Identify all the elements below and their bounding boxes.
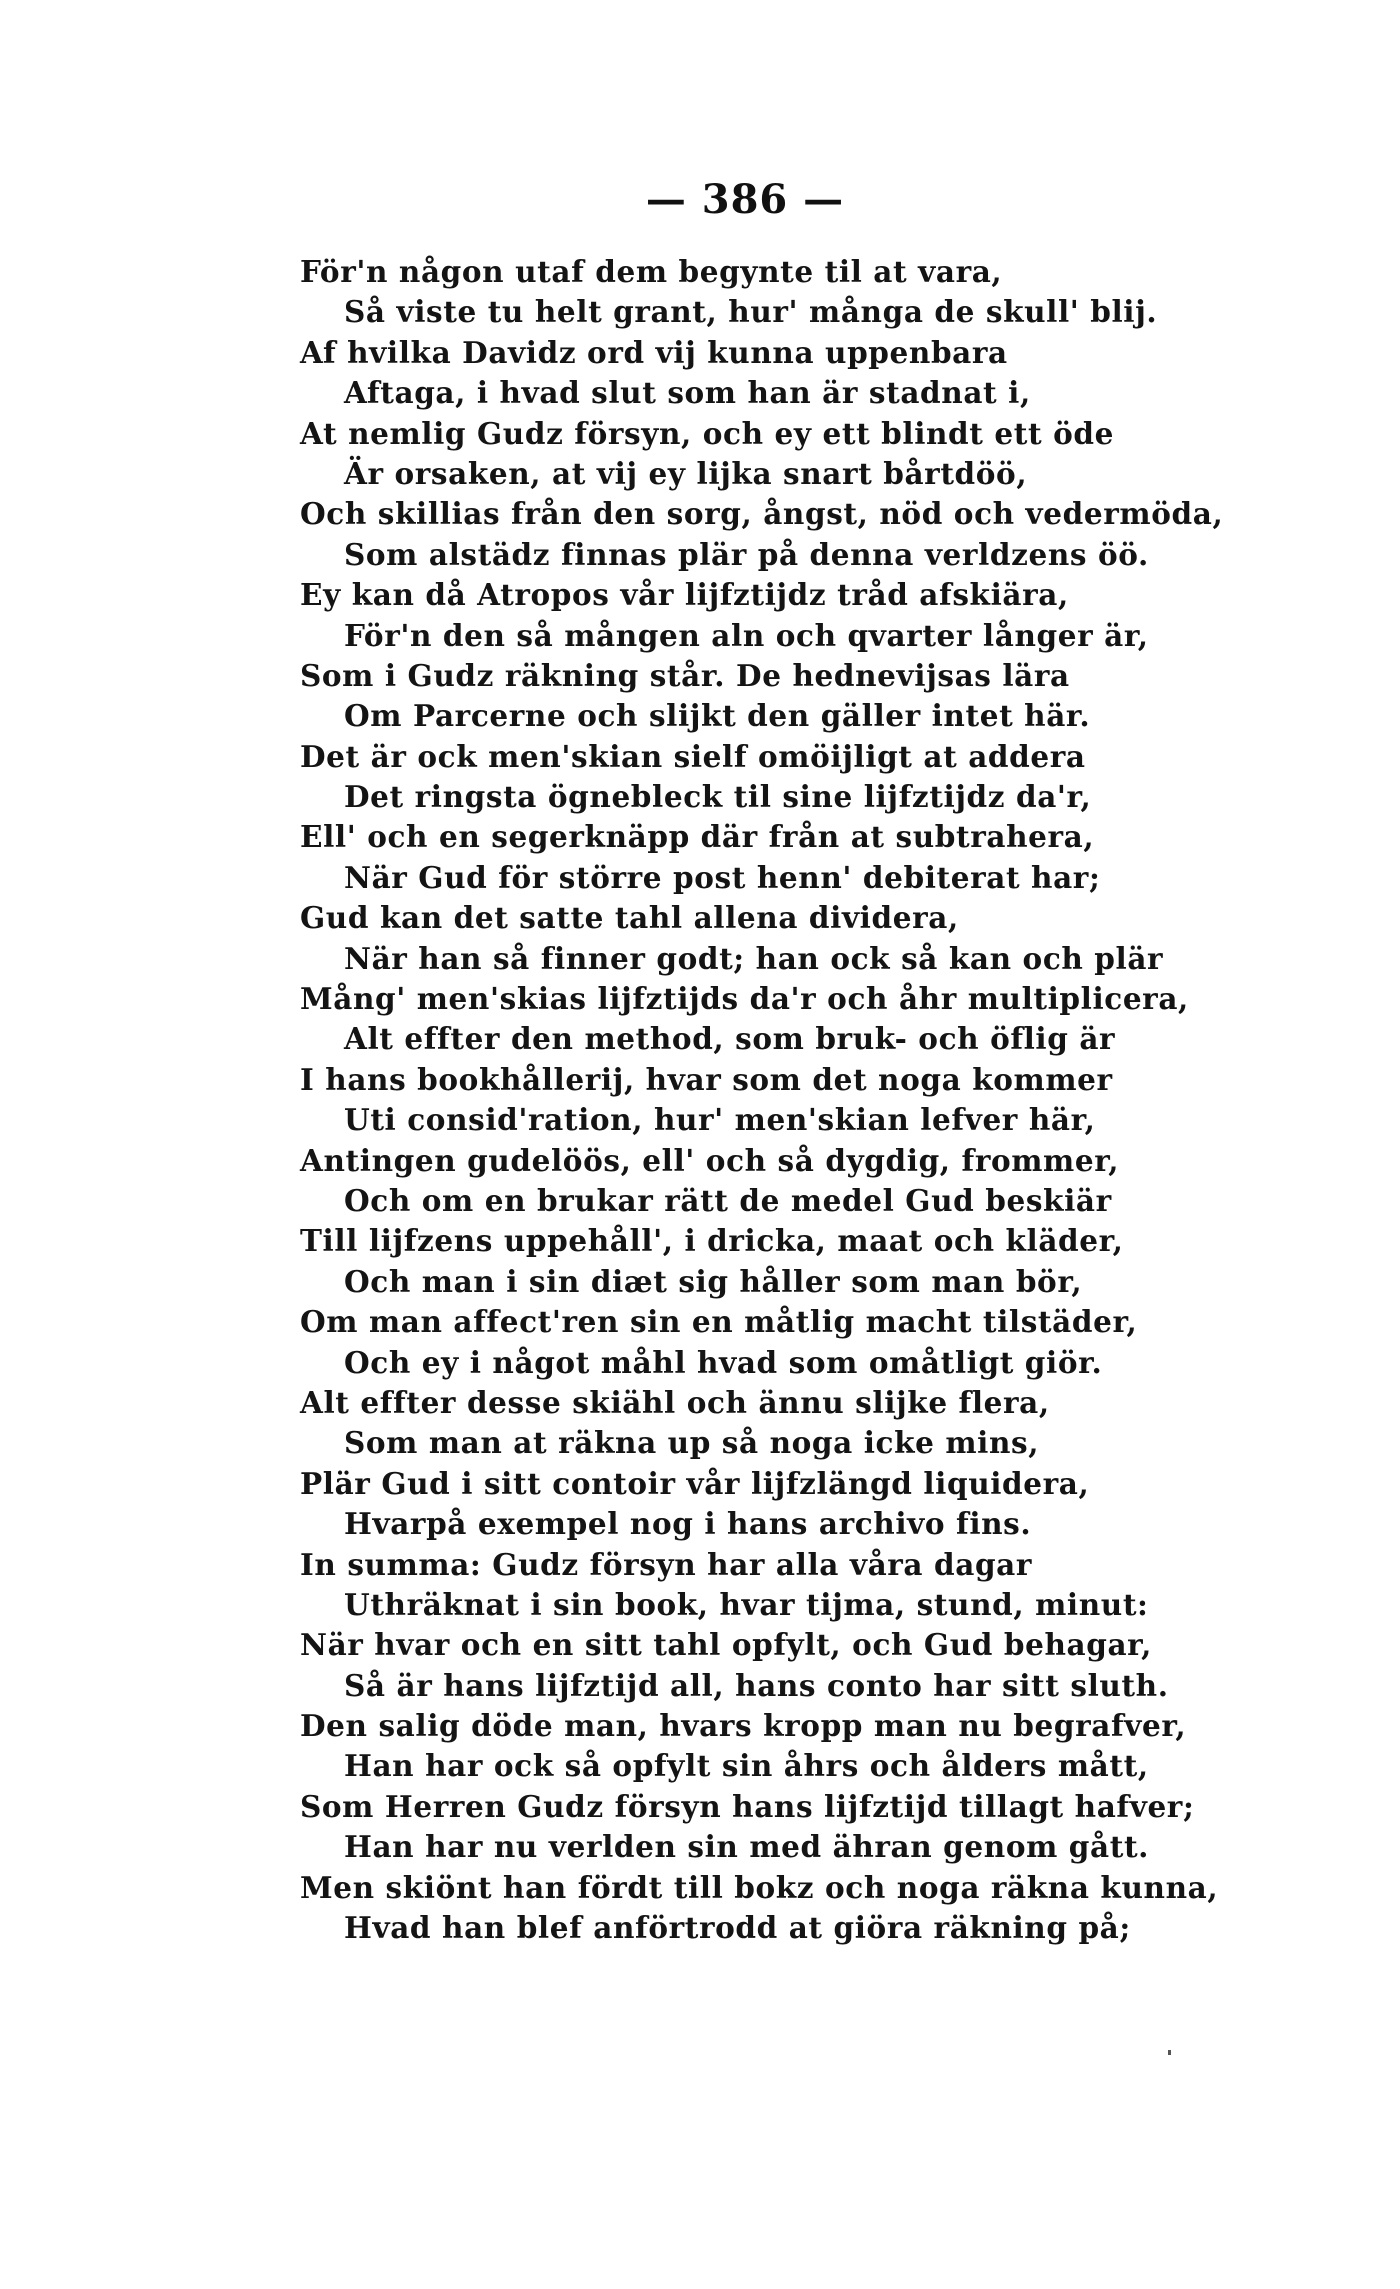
poem-line: Gud kan det satte tahl allena dividera,	[300, 900, 959, 936]
poem-line: Mång' men'skias lijfztijds da'r och åhr multiplicera,	[300, 981, 1189, 1017]
poem-line: När hvar och en sitt tahl opfylt, och Gud behagar,	[300, 1627, 1153, 1663]
poem-line: Hvarpå exempel nog i hans archivo fins.	[344, 1506, 1032, 1542]
poem-line: Och skillias från den sorg, ångst, nöd och vedermöda,	[300, 496, 1224, 532]
poem-line: Så är hans lijfztijd all, hans conto har sitt sluth.	[344, 1667, 1169, 1703]
poem-line: Aftaga, i hvad slut som han är stadnat i,	[344, 375, 1031, 411]
poem-line: Den salig döde man, hvars kropp man nu begrafver,	[300, 1708, 1187, 1744]
poem-line: Ell' och en segerknäpp där från at subtrahera,	[300, 819, 1095, 855]
poem-text	[300, 252, 1310, 1948]
poem-line: Af hvilka Davidz ord vij kunna uppenbara	[300, 334, 1008, 370]
poem-line: Så viste tu helt grant, hur' många de skull' blij.	[344, 294, 1158, 330]
poem-line: Plär Gud i sitt contoir vår lijfzlängd liquidera,	[300, 1465, 1090, 1501]
poem-line: Som Herren Gudz försyn hans lijfztijd tillagt hafver;	[300, 1788, 1195, 1824]
poem-line: Han har ock så opfylt sin åhrs och ålders mått,	[344, 1748, 1149, 1784]
poem-line: För'n någon utaf dem begynte til at vara,	[300, 254, 1003, 289]
poem-line: Om man affect'ren sin en måtlig macht tilstäder,	[300, 1304, 1138, 1340]
poem-line: När Gud för större post henn' debiterat har;	[344, 859, 1101, 895]
poem-line: Antingen gudelöös, ell' och så dygdig, frommer,	[300, 1142, 1120, 1178]
poem-line: Alt effter den method, som bruk- och öflig är	[344, 1021, 1116, 1057]
poem-line: Som i Gudz räkning står. De hednevijsas lära	[300, 657, 1070, 693]
poem-line: Och ey i något måhl hvad som omåtligt giör.	[344, 1344, 1103, 1380]
poem-line: Uti consid'ration, hur' men'skian lefver här,	[344, 1102, 1096, 1138]
poem-line: För'n den så mången aln och qvarter långer är,	[344, 617, 1149, 653]
poem-line: Till lijfzens uppehåll', i dricka, maat och kläder,	[300, 1223, 1124, 1259]
poem-line: Som alstädz finnas plär på denna verldzens öö.	[344, 536, 1149, 572]
poem-line: När han så finner godt; han ock så kan och plär	[344, 940, 1164, 976]
poem-line: I hans bookhållerij, hvar som det noga kommer	[300, 1061, 1113, 1097]
poem-line: Det ringsta ögnebleck til sine lijfztijdz da'r,	[344, 779, 1092, 815]
poem-line: Om Parcerne och slijkt den gäller intet här.	[344, 698, 1091, 734]
page-number: — 386 —	[645, 176, 845, 223]
poem-line: Han har nu verlden sin med ähran genom gått.	[344, 1829, 1150, 1865]
poem-line: Alt effter desse skiähl och ännu slijke flera,	[300, 1384, 1050, 1420]
poem-line: At nemlig Gudz försyn, och ey ett blindt ett öde	[300, 415, 1114, 451]
poem-line: In summa: Gudz försyn har alla våra dagar	[300, 1546, 1033, 1582]
poem-line: Och man i sin diæt sig håller som man bör,	[344, 1263, 1083, 1299]
poem-line: Men skiönt han fördt till bokz och noga räkna kunna,	[300, 1869, 1219, 1905]
poem-line: Det är ock men'skian sielf omöijligt at addera	[300, 738, 1086, 774]
poem-line: Ey kan då Atropos vår lijfztijdz tråd afskiära,	[300, 577, 1069, 613]
poem-line: Som man at räkna up så noga icke mins,	[344, 1425, 1040, 1461]
poem-line: Uthräknat i sin book, hvar tijma, stund, minut:	[344, 1586, 1149, 1622]
poem-line: Är orsaken, at vij ey lijka snart bårtdöö,	[344, 455, 1028, 491]
poem-line: Hvad han blef anförtrodd at giöra räkning på;	[344, 1910, 1131, 1946]
poem-line: Och om en brukar rätt de medel Gud beskiär	[344, 1182, 1112, 1218]
print-speck	[1168, 2050, 1171, 2055]
